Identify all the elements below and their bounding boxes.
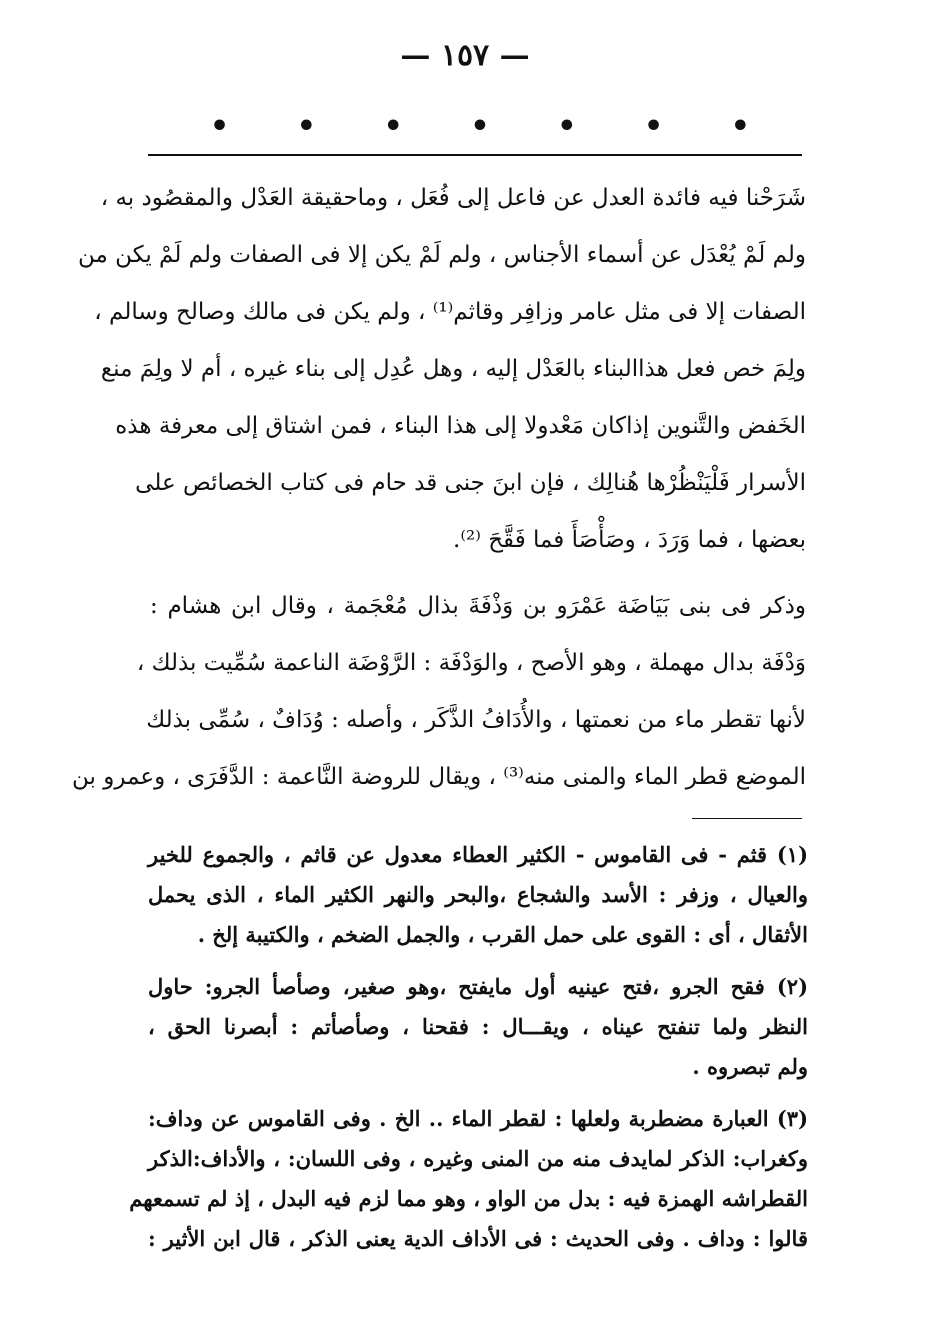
ornament-dot: • [730, 109, 750, 144]
text-line: وذكر فى بنى بَيَاضَة عَمْرَو بن وَذْفَةَ بذال مُعْجَمة ، وقال ابن هشام : [150, 593, 806, 619]
body-paragraph-2 [72, 578, 806, 806]
text-line: وَدْفَة بدال مهملة ، وهو الأصح ، والوَدْفَة : الرَّوْضَة الناعمة سُمِّيت بذلك ، [136, 650, 806, 676]
footnote-line: (١) قثم - فى القاموس - الكثير العطاء معدول عن قاثم ، والجموع للخير [148, 842, 808, 867]
text-line: ولم لَمْ يُعْدَل عن أسماء الأجناس ، ولم لَمْ يكن إلا فى الصفات ولم لَمْ يكن من [77, 242, 806, 268]
footnote-line: الأثقال ، أى : القوى على حمل القرب ، والجمل الضخم ، والكتيبة إلخ . [197, 922, 808, 947]
ornament-dot: • [210, 109, 230, 144]
footnote-3 [129, 1099, 808, 1259]
footnote-line: قالوا : وداف . وفى الحديث : فى الأداف الدية يعنى الذكر ، قال ابن الأثير : [148, 1226, 808, 1251]
text-line: الأسرار فَلْيَنْظُرْها هُنالِك ، فإن ابنَ جنى قد حام فى كتاب الخصائص على [135, 470, 806, 496]
ornament-dot: • [383, 109, 403, 144]
footnote-line: النظر ولما تنفتح عيناه ، ويقـــال : فقحنا ، وصأصأتم : أبصرنا الحق ، [148, 1014, 808, 1039]
body-paragraph-1 [77, 170, 806, 569]
footnote-1 [148, 835, 808, 955]
ornament-dot: • [557, 109, 577, 144]
text-line: لأنها تقطر ماء من نعمتها ، والأُدَافُ الذَّكَر ، وأصله : وُدَافٌ ، سُمِّى بذلك [146, 707, 806, 733]
footnote-2 [148, 967, 808, 1087]
footnote-separator [692, 818, 802, 819]
text-line: بعضها ، فما وَرَدَ ، وصَأْصَأَ فما فَقَّحَ ⁽²⁾. [453, 527, 806, 553]
footnote-line: والعيال ، وزفر : الأسد والشجاع ،والبحر والنهر الكثير الماء ، الذى يحمل [148, 882, 808, 907]
footnote-line: ولم تبصروه . [692, 1054, 808, 1079]
footnote-line: (٣) العبارة مضطربة ولعلها : لقطر الماء .. الخ . وفى القاموس عن وداف: [148, 1106, 808, 1131]
footnote-line: وكغراب: الذكر لمايدف منه من المنى وغيره ، وفى اللسان: ، والأداف:الذكر [148, 1146, 808, 1171]
ornament-dot: • [296, 109, 316, 144]
decorative-dots [210, 109, 750, 144]
header-rule [148, 154, 802, 156]
text-line: الصفات إلا فى مثل عامر وزافِر وقاثم⁽¹⁾ ، ولم يكن فى مالك وصالح وسالم ، [94, 299, 806, 325]
text-line: الموضع قطر الماء والمنى منه⁽³⁾ ، ويقال للروضة النَّاعمة : الدَّفَرَى ، وعمرو بن [72, 764, 806, 790]
text-line: شَرَحْنا فيه فائدة العدل عن فاعل إلى فُعَل ، وماحقيقة العَدْل والمقصُود به ، [100, 185, 806, 211]
ornament-dot: • [470, 109, 490, 144]
text-line: ولِمَ خص فعل هذاالبناء بالعَدْل إليه ، وهل عُدِل إلى بناء غيره ، أم لا ولِمَ منع [100, 356, 806, 382]
page-number: — ١٥٧ — [400, 38, 530, 73]
footnote-line: (٢) فقح الجرو ،فتح عينيه أول مايفتح ،وهو صغير، وصأصأ الجرو: حاول [148, 974, 808, 999]
text-line: الخَفض والتَّنوين إذاكان مَعْدولا إلى هذا البناء ، فمن اشتاق إلى معرفة هذه [115, 413, 806, 439]
footnote-line: القطراشه الهمزة فيه : بدل من الواو ، وهو مما لزم فيه البدل ، إذ لم تسمعهم [129, 1186, 808, 1211]
ornament-dot: • [643, 109, 664, 144]
